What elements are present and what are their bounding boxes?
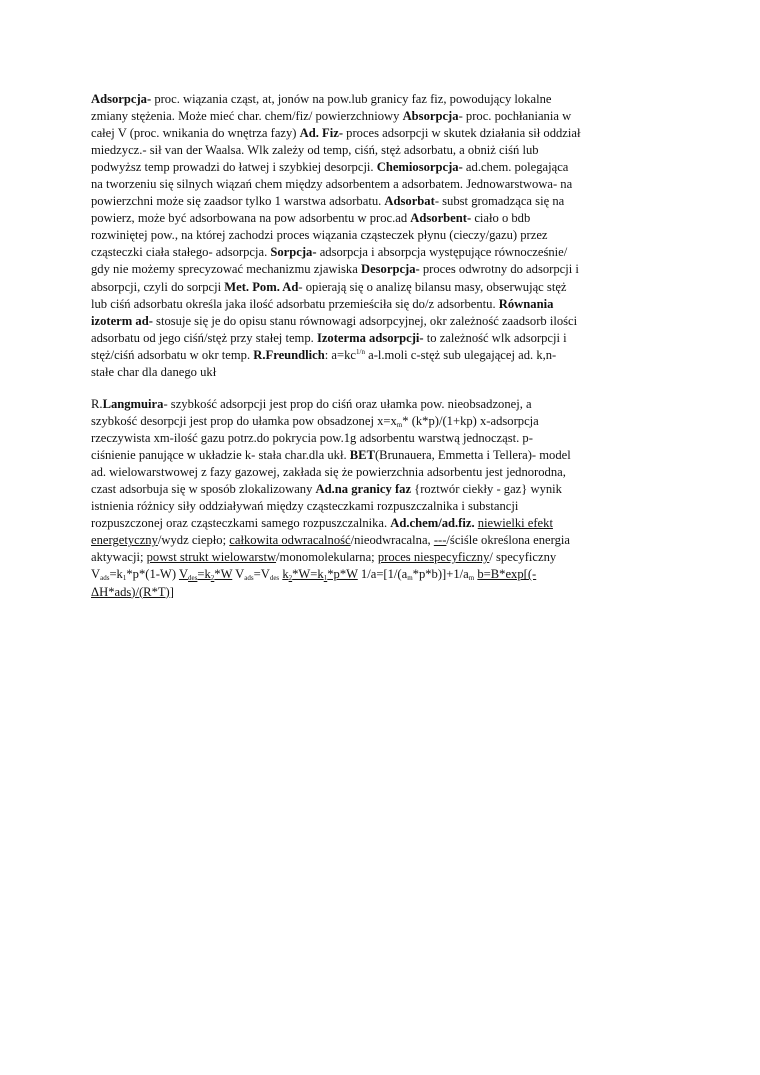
text-run: cząsteczki ciała stałego- adsorpcja. bbox=[91, 245, 271, 260]
text-line bbox=[91, 227, 624, 244]
text-line bbox=[91, 549, 624, 566]
term-label: Desorpcja- bbox=[360, 262, 420, 277]
paragraph-langmuir-bet bbox=[91, 396, 624, 601]
term-label: Ad.chem/ad.fiz. bbox=[390, 516, 475, 531]
subscript: 2 bbox=[288, 574, 293, 583]
text-run: adsorpcja i absorpcja występujące równocześnie/ bbox=[316, 245, 568, 260]
text-run: ciało o bdb bbox=[471, 211, 531, 226]
text-run: * (k*p)/(1+kp) x-adsorpcja bbox=[402, 414, 539, 429]
term-label: BET bbox=[349, 448, 375, 463]
term-label: Langmuira bbox=[102, 397, 164, 411]
text-run: V bbox=[91, 567, 101, 582]
text-run: zmiany stężenia. Może mieć char. chem/fiz/ powierzchniowy bbox=[91, 109, 403, 124]
text-line bbox=[91, 396, 624, 413]
text-line bbox=[91, 244, 624, 261]
text-line bbox=[91, 210, 624, 227]
text-run: stosuje się je do opisu stanu równowagi adsorpcyjnej, okr zależność zaadsorb ilości bbox=[152, 313, 578, 328]
text-run: powierzchni może się zaadsor tylko 1 warstwa adsorbatu. bbox=[91, 194, 385, 209]
text-run: V bbox=[178, 567, 189, 582]
text-run: =V bbox=[253, 567, 270, 582]
text-run: proces odwrotny do adsorpcji i bbox=[419, 262, 579, 277]
text-run: 1/a=[1/(a bbox=[357, 567, 408, 582]
term-label: R.Freundlich bbox=[253, 347, 325, 362]
text-line bbox=[91, 347, 624, 364]
text-line bbox=[91, 296, 624, 313]
text-run: V bbox=[232, 567, 245, 582]
term-label: Met. Pom. Ad bbox=[224, 279, 299, 294]
text-run: stałe char dla danego ukł bbox=[91, 364, 217, 379]
text-run: *W bbox=[214, 567, 233, 582]
text-line bbox=[91, 430, 624, 447]
term-label: Równania bbox=[498, 296, 554, 311]
text-line bbox=[91, 532, 624, 549]
subscript: m bbox=[468, 574, 475, 583]
subscript: m bbox=[396, 421, 403, 430]
term-label: Sorpcja- bbox=[270, 245, 317, 260]
text-run: energetyczny bbox=[91, 533, 158, 548]
text-run: =k bbox=[109, 567, 123, 582]
text-run: --- bbox=[433, 533, 447, 548]
term-label: Absorpcja bbox=[402, 109, 459, 124]
text-run: k bbox=[282, 567, 289, 582]
text-run: gdy nie możemy sprecyzować mechanizmu zjawiska bbox=[91, 262, 361, 277]
text-run: ciśnienie panujące w układzie k- stała char.dla ukł. bbox=[91, 448, 350, 463]
text-run: / specyficzny bbox=[489, 550, 557, 565]
text-line bbox=[91, 566, 624, 583]
text-line bbox=[91, 481, 624, 498]
text-line bbox=[91, 193, 624, 210]
text-run: ΔH*ads)/(R*T)] bbox=[91, 584, 174, 599]
term-label: izoterm ad- bbox=[91, 313, 153, 328]
term-label: Adsorbent- bbox=[410, 211, 472, 226]
text-run: - opierają się o analizę bilansu masy, obserwując stęż bbox=[298, 279, 567, 294]
text-run: /ściśle określona energia bbox=[446, 533, 570, 548]
text-line bbox=[91, 464, 624, 481]
term-label: Adsorbat bbox=[384, 194, 435, 209]
text-run: *p*(1-W) bbox=[126, 567, 179, 582]
text-run: /wydz ciepło; bbox=[157, 533, 230, 548]
text-run: R. bbox=[91, 397, 103, 411]
text-run: =k bbox=[197, 567, 211, 582]
text-run: szybkość desorpcji jest prop do ułamka pow obsadzonej x=x bbox=[91, 414, 397, 429]
text-run: rzeczywista xm-ilość gazu potrz.do pokrycia pow.1g adsorbentu warstwą jednocząst. p- bbox=[91, 431, 533, 446]
term-label: Ad. Fiz- bbox=[299, 126, 344, 141]
text-run: czast adsorbuja się w sposób zlokalizowany bbox=[91, 482, 316, 497]
text-line bbox=[91, 498, 624, 515]
text-run: ad. wielowarstwowej z fazy gazowej, zakłada się że powierzchnia adsorbentu jest jednorodna, bbox=[91, 465, 566, 480]
text-run: - proc. pochłaniania w bbox=[458, 109, 572, 124]
text-run: na tworzeniu się silnych wiązań chem między adsorbentem a adsorbatem. Jednowarstwowa- na bbox=[91, 177, 573, 192]
text-line bbox=[91, 108, 624, 125]
text-run: lub ciśń adsorbatu określa jaka ilość adsorbatu przemieściła się do/z adsorbentu. bbox=[91, 296, 499, 311]
subscript: 1 bbox=[122, 574, 127, 583]
text-line bbox=[91, 91, 624, 108]
text-run: *p*b)]+1/a bbox=[412, 567, 469, 582]
text-run: ad.chem. polegająca bbox=[462, 160, 569, 175]
text-run: niewielki efekt bbox=[477, 516, 553, 531]
text-run: (Brunauera, Emmetta i Tellera)- model bbox=[374, 448, 571, 463]
text-run: podwyższ temp prowadzi do łatwej i szybkiej desorpcji. bbox=[91, 160, 377, 175]
term-label: Chemiosorpcja- bbox=[376, 160, 463, 175]
text-line bbox=[91, 279, 624, 296]
text-run: rozwiniętej pow., na której zachodzi proces wiązania cząsteczek płynu (cieczy/gazu) przez bbox=[91, 228, 548, 243]
text-run: stęż/ciśń adsorbatu w okr temp. bbox=[91, 347, 254, 362]
text-run: /nieodwracalna, bbox=[350, 533, 434, 548]
superscript: 1/n bbox=[356, 347, 365, 356]
text-line bbox=[91, 515, 624, 532]
text-line bbox=[91, 125, 624, 142]
text-line bbox=[91, 261, 624, 278]
term-label: Adsorpcja- bbox=[91, 92, 152, 106]
text-run: - szybkość adsorpcji jest prop do ciśń oraz ułamka pow. nieobsadzonej, a bbox=[163, 397, 532, 411]
text-run: miedzycz.- sił van der Waalsa. Wlk zależy od temp, ciśń, stęż adsorbatu, a obniż ciśń lub bbox=[91, 143, 539, 158]
text-run: proc. wiązania cząst, at, jonów na pow.lub granicy faz fiz, powodujący lokalne bbox=[151, 92, 552, 106]
subscript: 1 bbox=[323, 574, 328, 583]
text-run: absorpcji, czyli do sorpcji bbox=[91, 279, 225, 294]
text-line bbox=[91, 584, 624, 601]
text-run: to zależność wlk adsorpcji i bbox=[423, 330, 567, 345]
text-line bbox=[91, 447, 624, 464]
text-run: b=B*exp[(- bbox=[477, 567, 537, 582]
term-label: Ad.na granicy faz bbox=[315, 482, 412, 497]
text-run: rozpuszczonej oraz cząsteczkami samego rozpuszczalnika. bbox=[91, 516, 391, 531]
text-line bbox=[91, 413, 624, 430]
text-line bbox=[91, 313, 624, 330]
text-run: - subst gromadząca się na bbox=[434, 194, 565, 209]
text-line bbox=[91, 330, 624, 347]
paragraph-adsorption-definitions bbox=[91, 91, 624, 381]
subscript: m bbox=[407, 574, 413, 583]
text-run: całej V (proc. wnikania do wnętrza fazy) bbox=[91, 126, 300, 141]
subscript: ads bbox=[100, 574, 110, 583]
text-run: proces adsorpcji w skutek działania sił oddział bbox=[343, 126, 581, 141]
text-line bbox=[91, 364, 624, 381]
text-run: : a=kc bbox=[324, 347, 357, 362]
text-line bbox=[91, 159, 624, 176]
text-run: a-l.moli c-stęż sub ulegającej ad. k,n- bbox=[364, 347, 557, 362]
text-run: adsorbatu od jego ciśń/stęż przy stałej temp. bbox=[91, 330, 317, 345]
term-label: Izoterma adsorpcji- bbox=[316, 330, 424, 345]
text-run: powierz, może być adsorbowana na pow adsorbentu w proc.ad bbox=[91, 211, 411, 226]
text-run: {roztwór ciekły - gaz} wynik bbox=[411, 482, 562, 497]
text-run: całkowita odwracalność bbox=[229, 533, 351, 548]
text-run: *p*W bbox=[327, 567, 358, 582]
text-run: *W=k bbox=[292, 567, 324, 582]
subscript: des bbox=[269, 574, 280, 583]
text-line bbox=[91, 176, 624, 193]
text-run: /monomolekularna; bbox=[276, 550, 378, 565]
subscript: ads bbox=[244, 574, 254, 583]
text-line bbox=[91, 142, 624, 159]
subscript: 2 bbox=[210, 574, 215, 583]
text-run: powst strukt wielowarstw bbox=[146, 550, 277, 565]
subscript: des bbox=[188, 574, 198, 583]
text-run: aktywacji; bbox=[91, 550, 147, 565]
text-run: istnienia różnicy siły oddziaływań między cząsteczkami rozpuszczalnika i substancji bbox=[91, 499, 519, 514]
text-run: proces niespecyficzny bbox=[377, 550, 490, 565]
